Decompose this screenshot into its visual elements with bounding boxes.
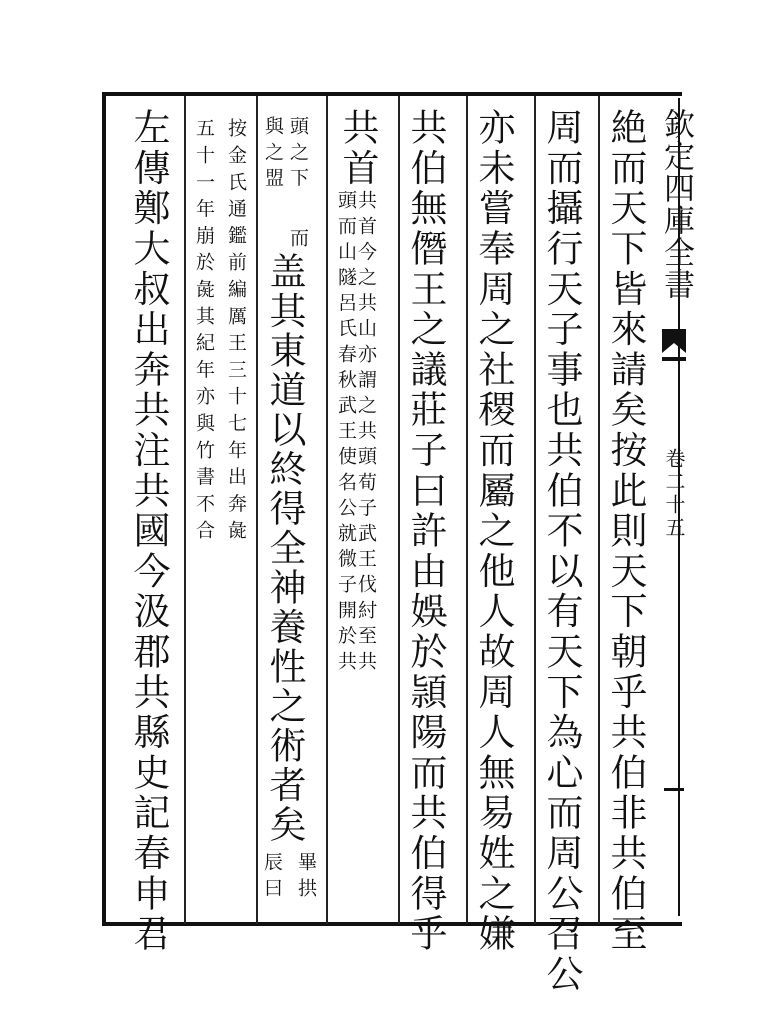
column-rule <box>598 96 600 924</box>
fish-tail-mark-icon <box>660 323 688 373</box>
annotation-6-gap: 而 <box>287 228 309 254</box>
annotation-7-right: 按金氏通鑑前編厲王三十七年出奔彘 <box>225 118 247 547</box>
book-title: 欽定四庫全書 <box>658 108 694 300</box>
text-column-1: 絶而天下皆來請矣按此則天下朝乎共伯非共伯至 <box>604 108 647 955</box>
text-column-3: 亦未嘗奉周之社稷而屬之他人故周人無易姓之嫌 <box>472 108 515 955</box>
column-rule <box>466 96 468 924</box>
column-rule <box>534 96 536 924</box>
column-rule <box>256 96 258 924</box>
annotation-6-bottom-left: 辰曰 <box>261 852 283 904</box>
annotation-6-top-right: 頭之下 <box>287 116 309 193</box>
page-frame <box>102 92 686 926</box>
annotation-7-left: 五十一年崩於彘其紀年亦與竹書不合 <box>193 118 215 547</box>
column-rule <box>184 96 186 924</box>
lower-mark-icon <box>660 780 688 800</box>
text-column-8: 左傳鄭大叔出奔共注共國今汲郡共縣史記春申君 <box>127 108 170 955</box>
text-column-4: 共伯無僭王之議莊子曰許由娛於頴陽而共伯得乎 <box>404 108 447 955</box>
text-column-2: 周而攝行天子事也共伯不以有天下為心而周公召公 <box>540 108 583 995</box>
annotation-5-right: 共首今之共山亦謂之共頭荀子武王伐紂至共 <box>355 190 377 677</box>
text-column-5-head: 共首 <box>336 108 379 189</box>
column-rule <box>398 96 400 924</box>
annotation-5-left: 頭而山隧呂氏春秋武王使名公就微子開於共 <box>335 190 357 677</box>
annotation-6-top-left: 與之盟 <box>262 116 284 193</box>
annotation-6-bottom-right: 畢拱 <box>295 852 317 904</box>
text-column-6-main: 盖其東道以終得全神養性之術者矣 <box>263 252 306 845</box>
column-rule <box>326 96 328 924</box>
juan-number: 卷二十五 <box>662 448 686 540</box>
